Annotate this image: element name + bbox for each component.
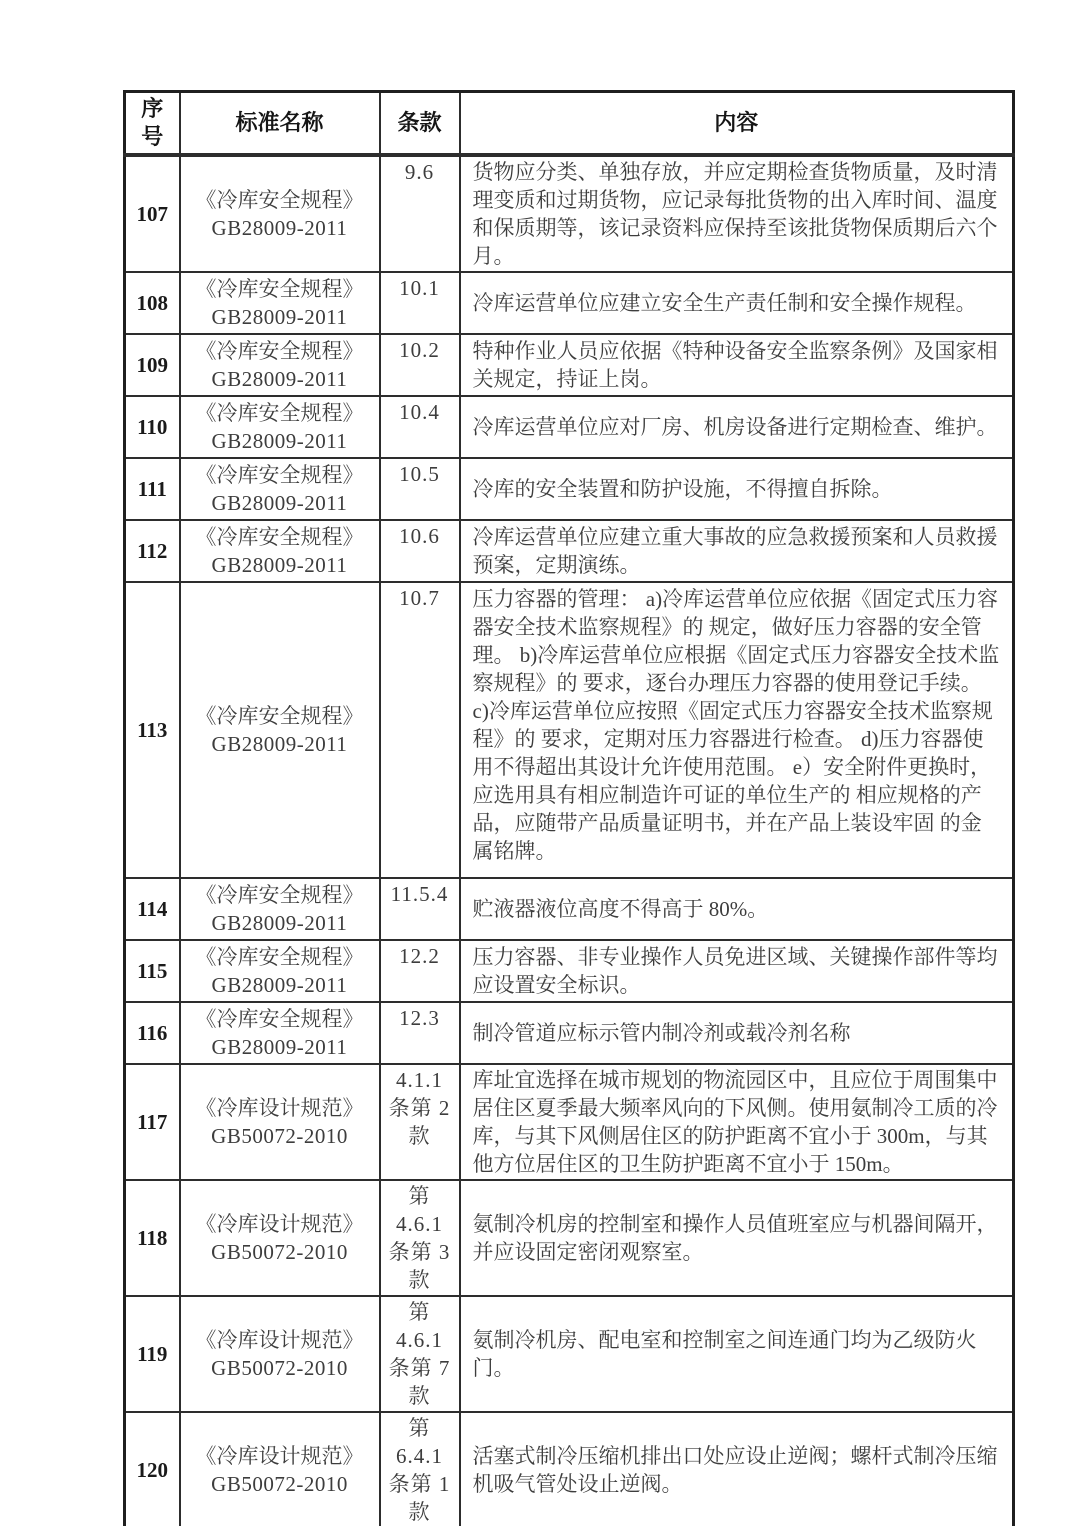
cell-content: 活塞式制冷压缩机排出口处应设止逆阀；螺杆式制冷压缩机吸气管处设止逆阀。	[460, 1412, 1014, 1526]
standard-code: GB28009-2011	[211, 910, 348, 935]
cell-content: 库址宜选择在城市规划的物流园区中，且应位于周围集中居住区夏季最大频率风向的下风侧。使用氨制冷工质的冷库，与其下风侧居住区的防护距离不宜小于 300m，与其他方位居住区的卫生防护距离不宜小于 150m。	[460, 1064, 1014, 1180]
cell-clause: 10.2	[380, 334, 460, 396]
standard-code: GB28009-2011	[211, 428, 348, 453]
header-cell-content: 内容	[460, 92, 1014, 155]
cell-clause: 12.3	[380, 1002, 460, 1064]
standard-name: 《冷库安全规程》	[195, 524, 364, 549]
cell-no: 108	[125, 272, 180, 334]
header-cell-no	[125, 92, 180, 155]
standard-name: 《冷库安全规程》	[195, 1006, 364, 1031]
cell-standard	[180, 1412, 380, 1526]
cell-standard	[180, 272, 380, 334]
cell-content: 冷库运营单位应建立安全生产责任制和安全操作规程。	[460, 272, 1014, 334]
cell-clause: 9.6	[380, 155, 460, 272]
cell-content: 冷库的安全装置和防护设施，不得擅自拆除。	[460, 458, 1014, 520]
header-cell-clause: 条款	[380, 92, 460, 155]
cell-standard	[180, 940, 380, 1002]
cell-no: 111	[125, 458, 180, 520]
table-row	[125, 458, 1014, 520]
cell-standard	[180, 878, 380, 940]
standard-code: GB50072-2010	[211, 1123, 348, 1148]
cell-no: 107	[125, 155, 180, 272]
standard-code: GB28009-2011	[211, 552, 348, 577]
cell-clause: 第 4.6.1 条第 3 款	[380, 1180, 460, 1296]
cell-no: 120	[125, 1412, 180, 1526]
standard-code: GB28009-2011	[211, 1034, 348, 1059]
standard-name: 《冷库设计规范》	[195, 1443, 364, 1468]
cell-content: 冷库运营单位应对厂房、机房设备进行定期检查、维护。	[460, 396, 1014, 458]
cell-standard	[180, 155, 380, 272]
cell-clause: 12.2	[380, 940, 460, 1002]
table-row	[125, 878, 1014, 940]
cell-clause: 10.7	[380, 582, 460, 878]
cell-standard	[180, 1296, 380, 1412]
cell-standard	[180, 334, 380, 396]
standard-name: 《冷库安全规程》	[195, 703, 364, 728]
cell-clause: 4.1.1 条第 2 款	[380, 1064, 460, 1180]
cell-content: 氨制冷机房的控制室和操作人员值班室应与机器间隔开，并应设固定密闭观察室。	[460, 1180, 1014, 1296]
standard-name: 《冷库设计规范》	[195, 1095, 364, 1120]
cell-clause: 第 4.6.1 条第 7 款	[380, 1296, 460, 1412]
table-row	[125, 272, 1014, 334]
cell-no: 110	[125, 396, 180, 458]
header-row	[125, 92, 1014, 155]
standard-name: 《冷库安全规程》	[195, 276, 364, 301]
cell-clause: 第 6.4.1 条第 1 款	[380, 1412, 460, 1526]
standard-name: 《冷库设计规范》	[195, 1211, 364, 1236]
standard-code: GB50072-2010	[211, 1471, 348, 1496]
standard-code: GB28009-2011	[211, 304, 348, 329]
table-row	[125, 1064, 1014, 1180]
cell-content: 制冷管道应标示管内制冷剂或载冷剂名称	[460, 1002, 1014, 1064]
cell-content: 货物应分类、单独存放，并应定期检查货物质量，及时清理变质和过期货物，应记录每批货物的出入库时间、温度和保质期等，该记录资料应保持至该批货物保质期后六个月。	[460, 155, 1014, 272]
cell-no: 114	[125, 878, 180, 940]
header-label-no: 序号	[141, 96, 164, 149]
standards-table	[123, 90, 1015, 1526]
cell-clause: 10.5	[380, 458, 460, 520]
table-row	[125, 1296, 1014, 1412]
table-row	[125, 334, 1014, 396]
cell-content: 氨制冷机房、配电室和控制室之间连通门均为乙级防火门。	[460, 1296, 1014, 1412]
cell-content: 压力容器的管理： a)冷库运营单位应依据《固定式压力容器安全技术监察规程》的 规定，做好压力容器的安全管理。 b)冷库运营单位应根据《固定式压力容器安全技术监察规程》的 要求，逐台办理压力容器的使用登记手续。 c)冷库运营单位应按照《固定式压力容器安全技术监察规程》的 要求，定期对压力容器进行检查。 d)压力容器使用不得超出其设计允许使用范围。 e）安全附件更换时，应选用具有相应制造许可证的单位生产的 相应规格的产品，应随带产品质量证明书，并在产品上装设牢固 的金属铭牌。	[460, 582, 1014, 878]
cell-clause: 10.6	[380, 520, 460, 582]
standard-code: GB28009-2011	[211, 731, 348, 756]
standard-name: 《冷库安全规程》	[195, 882, 364, 907]
cell-standard	[180, 520, 380, 582]
standard-name: 《冷库安全规程》	[195, 400, 364, 425]
standard-name: 《冷库安全规程》	[195, 338, 364, 363]
cell-no: 119	[125, 1296, 180, 1412]
standard-code: GB50072-2010	[211, 1355, 348, 1380]
cell-standard	[180, 582, 380, 878]
cell-no: 116	[125, 1002, 180, 1064]
cell-no: 109	[125, 334, 180, 396]
standard-name: 《冷库安全规程》	[195, 944, 364, 969]
cell-clause: 10.4	[380, 396, 460, 458]
cell-clause: 10.1	[380, 272, 460, 334]
standard-code: GB28009-2011	[211, 215, 348, 240]
cell-content: 特种作业人员应依据《特种设备安全监察条例》及国家相关规定，持证上岗。	[460, 334, 1014, 396]
cell-no: 115	[125, 940, 180, 1002]
cell-content: 压力容器、非专业操作人员免进区域、关键操作部件等均应设置安全标识。	[460, 940, 1014, 1002]
table-body	[125, 155, 1014, 1526]
cell-standard	[180, 1064, 380, 1180]
table-row	[125, 1412, 1014, 1526]
header-cell-standard: 标准名称	[180, 92, 380, 155]
cell-no: 118	[125, 1180, 180, 1296]
table-row	[125, 940, 1014, 1002]
standard-code: GB28009-2011	[211, 490, 348, 515]
table-row	[125, 1180, 1014, 1296]
table-row	[125, 582, 1014, 878]
cell-clause: 11.5.4	[380, 878, 460, 940]
table-row	[125, 520, 1014, 582]
cell-standard	[180, 1180, 380, 1296]
table-row	[125, 396, 1014, 458]
cell-content: 冷库运营单位应建立重大事故的应急救援预案和人员救援预案，定期演练。	[460, 520, 1014, 582]
cell-standard	[180, 458, 380, 520]
cell-standard	[180, 396, 380, 458]
table-row	[125, 155, 1014, 272]
cell-standard	[180, 1002, 380, 1064]
cell-no: 117	[125, 1064, 180, 1180]
standard-name: 《冷库设计规范》	[195, 1327, 364, 1352]
cell-no: 113	[125, 582, 180, 878]
cell-content: 贮液器液位高度不得高于 80%。	[460, 878, 1014, 940]
standard-code: GB28009-2011	[211, 366, 348, 391]
table-row	[125, 1002, 1014, 1064]
cell-no: 112	[125, 520, 180, 582]
standard-name: 《冷库安全规程》	[195, 187, 364, 212]
standard-name: 《冷库安全规程》	[195, 462, 364, 487]
standard-code: GB50072-2010	[211, 1239, 348, 1264]
standard-code: GB28009-2011	[211, 972, 348, 997]
